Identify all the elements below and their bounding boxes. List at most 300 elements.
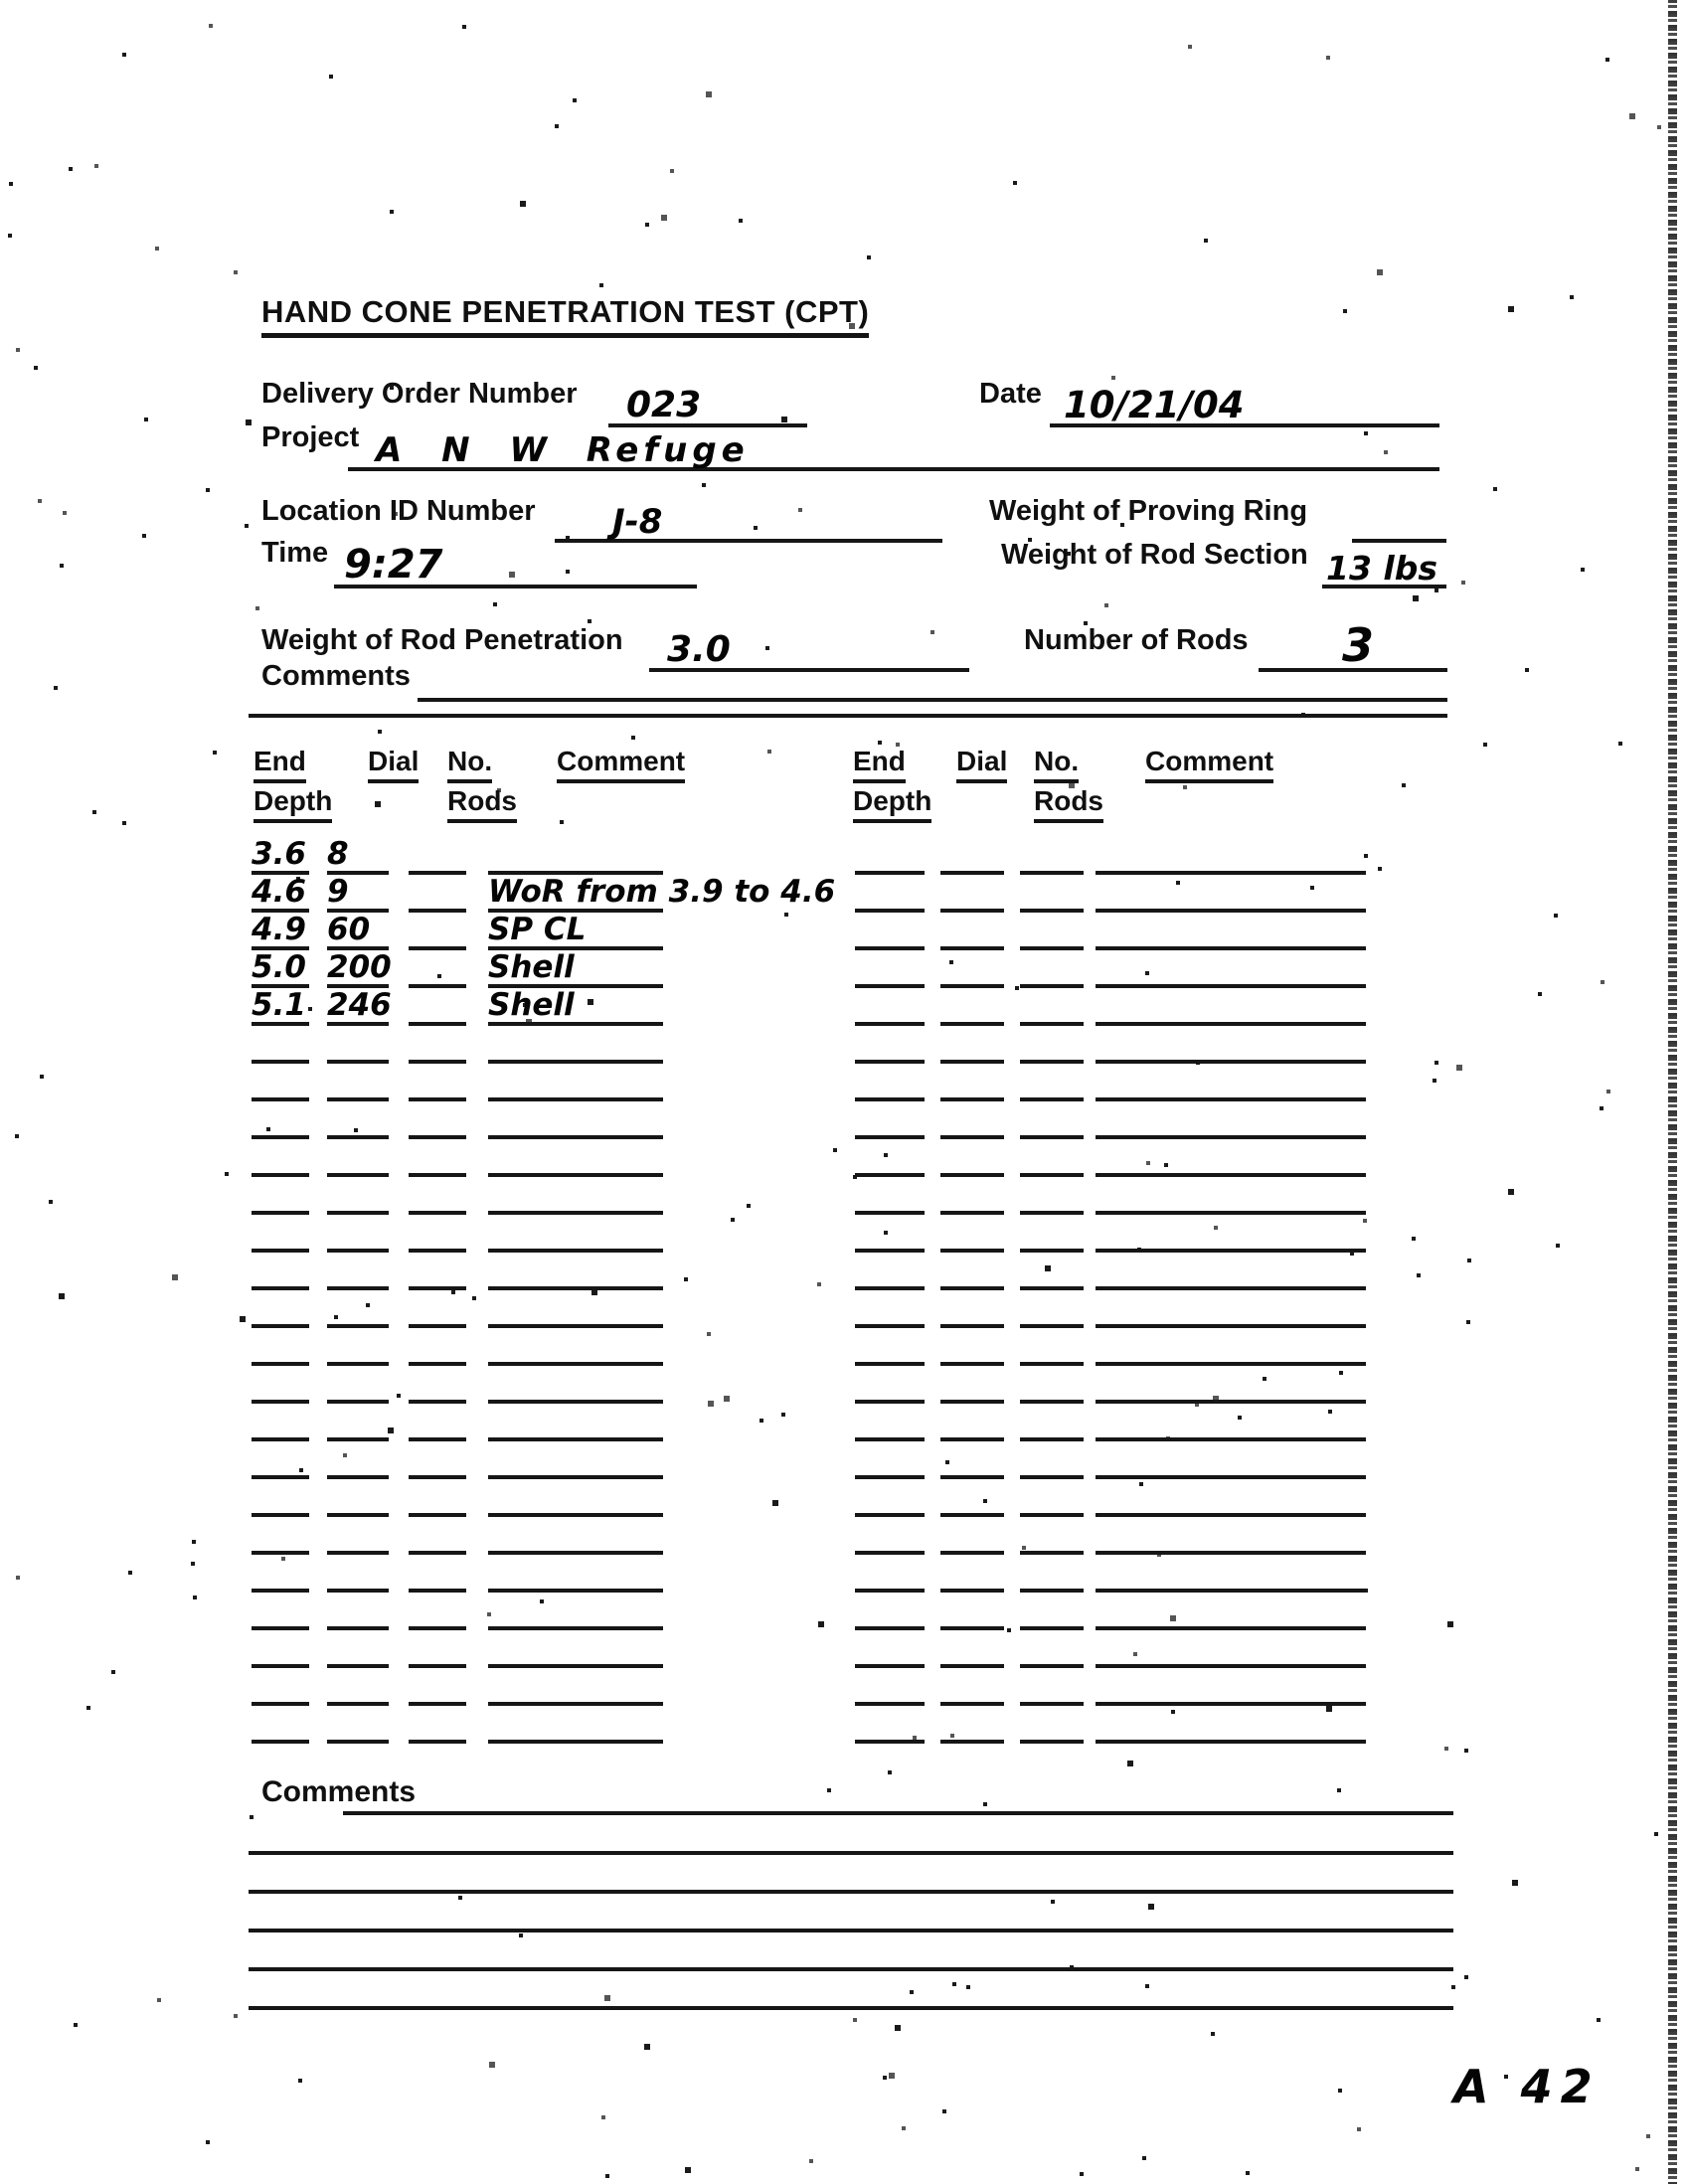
cell-no-rods [409, 1253, 466, 1290]
project-field [348, 423, 1439, 471]
cell-end-depth [252, 913, 309, 950]
cell-dial [327, 1253, 389, 1290]
scan-noise [0, 0, 2, 2]
cell-comment [488, 913, 663, 950]
cell-dial [940, 1026, 1004, 1064]
cell-dial [940, 1479, 1004, 1517]
cell-end-depth [252, 1517, 309, 1555]
cell-comment [488, 950, 663, 988]
table-row [855, 1101, 1372, 1139]
cell-end-depth [855, 1479, 925, 1517]
cell-end-depth [252, 1706, 309, 1744]
cell-no-rods [1020, 1479, 1084, 1517]
cell-no-rods [409, 1441, 466, 1479]
cell-dial [327, 1593, 389, 1630]
cell-dial [940, 1668, 1004, 1706]
cell-comment [488, 1290, 663, 1328]
project-label: Project [261, 421, 360, 453]
cell-no-rods [1020, 950, 1084, 988]
cell-no-rods [409, 950, 466, 988]
table-row [252, 1441, 669, 1479]
comments-line [249, 1890, 1453, 1894]
cell-comment [488, 1479, 663, 1517]
cell-dial [940, 1441, 1004, 1479]
cell-end-depth [252, 1064, 309, 1101]
number-of-rods-label: Number of Rods [1024, 624, 1249, 656]
handwritten-value: Shell [488, 987, 575, 1023]
header-dial: Dial [368, 746, 419, 783]
cell-dial [327, 875, 389, 913]
cell-comment [1096, 1328, 1366, 1366]
cell-dial [940, 913, 1004, 950]
blank-line [249, 714, 1447, 718]
handwritten-value: 8 [327, 836, 349, 872]
cell-no-rods [409, 1630, 466, 1668]
table-row [855, 1593, 1372, 1630]
cell-comment [488, 1593, 663, 1630]
table-row [855, 950, 1372, 988]
table-row [252, 1668, 669, 1706]
cell-dial [940, 1064, 1004, 1101]
cell-comment [488, 1328, 663, 1366]
cell-dial [940, 1101, 1004, 1139]
cell-end-depth [252, 1215, 309, 1253]
header-comment: Comment [1145, 746, 1273, 783]
cell-comment [1096, 1139, 1366, 1177]
scan-edge-artifact [1668, 0, 1677, 2184]
cell-end-depth [855, 1517, 925, 1555]
cell-end-depth [252, 1328, 309, 1366]
cell-no-rods [1020, 837, 1084, 875]
cell-dial [327, 1366, 389, 1404]
header-rods: Rods [447, 785, 517, 823]
cell-dial [940, 1139, 1004, 1177]
cell-dial [327, 1215, 389, 1253]
table-row [252, 1328, 669, 1366]
date-label: Date [979, 378, 1042, 410]
table-row [855, 1441, 1372, 1479]
cell-comment [488, 1441, 663, 1479]
cell-end-depth [855, 1101, 925, 1139]
cell-no-rods [1020, 1404, 1084, 1441]
cell-comment [488, 1177, 663, 1215]
header-no: No. [447, 746, 492, 783]
cell-dial [327, 1555, 389, 1593]
header-end: End [253, 746, 306, 783]
cell-dial [327, 1706, 389, 1744]
cell-comment [1096, 1593, 1366, 1630]
table-row [855, 1706, 1372, 1744]
table-row [855, 1668, 1372, 1706]
delivery-order-label: Delivery Order Number [261, 378, 578, 410]
cell-comment [1096, 1441, 1366, 1479]
cell-end-depth [252, 1290, 309, 1328]
cell-end-depth [252, 1139, 309, 1177]
cell-dial [327, 1290, 389, 1328]
cell-dial [940, 1215, 1004, 1253]
cell-comment [488, 1555, 663, 1593]
cell-no-rods [1020, 1101, 1084, 1139]
header-dial: Dial [956, 746, 1007, 783]
readings-table-left [252, 836, 836, 1744]
cell-comment [488, 1064, 663, 1101]
cell-end-depth [252, 1630, 309, 1668]
cell-end-depth [855, 1177, 925, 1215]
cell-end-depth [855, 1328, 925, 1366]
table-row [252, 1290, 669, 1328]
cell-end-depth [855, 1366, 925, 1404]
cell-dial [327, 1101, 389, 1139]
cell-comment [1096, 1177, 1366, 1215]
cell-dial [940, 1290, 1004, 1328]
table-row [855, 913, 1372, 950]
cell-end-depth [252, 1253, 309, 1290]
cell-dial [940, 1177, 1004, 1215]
cell-comment [1096, 950, 1366, 988]
cell-end-depth [855, 913, 925, 950]
header-rods: Rods [1034, 785, 1103, 823]
table-row [252, 1593, 669, 1630]
handwritten-value: 3.6 [252, 836, 306, 872]
table-row [252, 1177, 669, 1215]
table-row [252, 1026, 669, 1064]
cell-comment [1096, 1366, 1366, 1404]
cell-no-rods [1020, 1064, 1084, 1101]
cell-no-rods [409, 875, 466, 913]
header-end: End [853, 746, 906, 783]
cell-comment [1096, 1517, 1366, 1555]
table-row [855, 1290, 1372, 1328]
cell-end-depth [252, 1404, 309, 1441]
cell-dial [327, 1517, 389, 1555]
handwritten-value: 246 [327, 987, 392, 1023]
cell-comment [488, 837, 663, 875]
location-id-label: Location ID Number [261, 495, 536, 527]
delivery-order-field [608, 380, 807, 427]
cell-dial [940, 1404, 1004, 1441]
cell-comment [488, 1366, 663, 1404]
table-row [855, 1215, 1372, 1253]
location-id-value: J-8 [612, 502, 663, 542]
handwritten-value: Shell [488, 949, 575, 985]
cell-no-rods [1020, 1555, 1084, 1593]
cell-dial [327, 1479, 389, 1517]
cell-no-rods [409, 1026, 466, 1064]
cell-end-depth [252, 1101, 309, 1139]
handwritten-value: 200 [327, 949, 392, 985]
project-value: A N W Refuge [376, 430, 750, 470]
cell-comment [1096, 1706, 1366, 1744]
cell-no-rods [1020, 1177, 1084, 1215]
comments-line [249, 1967, 1453, 1971]
cell-end-depth [252, 875, 309, 913]
table-row [252, 988, 669, 1026]
cell-comment [1096, 1479, 1366, 1517]
cell-no-rods [1020, 1215, 1084, 1253]
handwritten-value: 4.6 [252, 874, 306, 910]
rod-section-value: 13 lbs [1326, 549, 1437, 588]
cell-comment [488, 1139, 663, 1177]
cell-end-depth [252, 1366, 309, 1404]
table-row [252, 874, 836, 913]
cell-no-rods [1020, 1706, 1084, 1744]
cell-dial [940, 1706, 1004, 1744]
cell-no-rods [409, 1668, 466, 1706]
table-row [252, 913, 669, 950]
cell-end-depth [855, 837, 925, 875]
table-row [252, 1706, 669, 1744]
comments-top-field [418, 656, 1447, 702]
cell-dial [327, 1328, 389, 1366]
cell-dial [327, 913, 389, 950]
cell-end-depth [855, 1668, 925, 1706]
cell-end-depth [252, 1593, 309, 1630]
cell-end-depth [855, 950, 925, 988]
table-row [855, 1404, 1372, 1441]
cell-dial [327, 1064, 389, 1101]
cell-no-rods [1020, 1593, 1084, 1630]
cell-comment [1096, 1101, 1366, 1139]
cell-no-rods [1020, 1139, 1084, 1177]
cell-comment [488, 1668, 663, 1706]
cell-end-depth [252, 988, 309, 1026]
cell-dial [940, 1253, 1004, 1290]
date-field [1050, 380, 1439, 427]
cell-no-rods [409, 1593, 466, 1630]
handwritten-value: 9 [327, 874, 349, 910]
cell-no-rods [409, 1706, 466, 1744]
cell-end-depth [252, 1026, 309, 1064]
table-row [855, 1479, 1372, 1517]
cell-dial [327, 987, 392, 1026]
table-row [252, 1366, 669, 1404]
rod-penetration-value: 3.0 [667, 629, 731, 670]
cell-end-depth [855, 1404, 925, 1441]
table-row [252, 1404, 669, 1441]
cell-end-depth [855, 1630, 925, 1668]
cell-comment [488, 1253, 663, 1290]
cell-dial [940, 837, 1004, 875]
cell-dial [327, 837, 389, 875]
handwritten-value: 4.9 [252, 912, 306, 947]
cell-dial [940, 988, 1004, 1026]
number-of-rods-value: 3 [1342, 618, 1375, 672]
handwritten-value: 5.1 [252, 987, 306, 1023]
cell-comment [488, 1215, 663, 1253]
readings-table-right [855, 837, 1372, 1744]
cell-dial [327, 1026, 389, 1064]
table-row [252, 837, 669, 875]
cell-comment [488, 1101, 663, 1139]
cell-no-rods [409, 1177, 466, 1215]
handwritten-value: 60 [327, 912, 371, 947]
cell-end-depth [252, 1479, 309, 1517]
cell-no-rods [409, 1064, 466, 1101]
cell-dial [327, 949, 392, 988]
rod-section-label: Weight of Rod Section [1001, 539, 1308, 571]
rod-penetration-label: Weight of Rod Penetration [261, 624, 623, 656]
proving-ring-field [1352, 499, 1446, 543]
table-row [252, 1215, 669, 1253]
cell-end-depth [252, 1555, 309, 1593]
table-row [252, 1517, 669, 1555]
table-row [855, 1139, 1372, 1177]
date-value: 10/21/04 [1064, 384, 1245, 426]
cell-comment [1096, 913, 1366, 950]
table-row [252, 950, 669, 988]
comments-line [249, 1929, 1453, 1932]
delivery-order-value: 023 [626, 385, 702, 425]
cell-end-depth [855, 1593, 925, 1630]
cell-no-rods [409, 837, 466, 875]
comments-top-label: Comments [261, 660, 411, 692]
page-number: A 42 [1453, 2060, 1601, 2113]
cell-dial [327, 1630, 389, 1668]
cell-no-rods [409, 988, 466, 1026]
cell-no-rods [409, 1290, 466, 1328]
comments-line [343, 1811, 1453, 1815]
table-row [252, 1479, 669, 1517]
cell-no-rods [1020, 1668, 1084, 1706]
cell-comment [1096, 988, 1366, 1026]
cell-no-rods [409, 1139, 466, 1177]
cell-comment [488, 1706, 663, 1744]
cell-comment [1096, 1668, 1366, 1706]
table-row [252, 1139, 669, 1177]
cell-no-rods [409, 1555, 466, 1593]
header-no: No. [1034, 746, 1079, 783]
cell-comment [1096, 1215, 1366, 1253]
comments-bottom-label: Comments [261, 1775, 417, 1808]
cell-comment [1096, 1253, 1366, 1290]
cell-comment [1096, 1555, 1366, 1593]
header-comment: Comment [557, 746, 685, 783]
cell-no-rods [1020, 988, 1084, 1026]
cell-comment [488, 874, 836, 913]
cell-no-rods [1020, 1441, 1084, 1479]
cell-no-rods [1020, 1366, 1084, 1404]
cell-comment [488, 1517, 663, 1555]
form-title: HAND CONE PENETRATION TEST (CPT) [261, 294, 869, 338]
cell-no-rods [1020, 1026, 1084, 1064]
cell-end-depth [252, 1177, 309, 1215]
table-row [855, 837, 1372, 875]
cell-dial [940, 1328, 1004, 1366]
cell-no-rods [409, 913, 466, 950]
cell-end-depth [252, 950, 309, 988]
table-row [855, 1328, 1372, 1366]
cell-dial [940, 950, 1004, 988]
cell-end-depth [252, 1441, 309, 1479]
location-id-field [555, 497, 942, 543]
cell-comment [1096, 1290, 1366, 1328]
cell-dial [940, 1593, 1004, 1630]
cell-no-rods [409, 1517, 466, 1555]
cell-dial [327, 1441, 389, 1479]
cell-end-depth [855, 1290, 925, 1328]
table-row [855, 1630, 1372, 1668]
cell-no-rods [409, 1479, 466, 1517]
cell-comment [1096, 1630, 1366, 1668]
table-row [252, 1630, 669, 1668]
cell-no-rods [1020, 1630, 1084, 1668]
cell-no-rods [1020, 875, 1084, 913]
cell-dial [327, 1404, 389, 1441]
time-label: Time [261, 537, 329, 569]
cell-no-rods [1020, 1290, 1084, 1328]
cell-dial [940, 1630, 1004, 1668]
table-row [252, 1064, 669, 1101]
cell-end-depth [855, 1215, 925, 1253]
cell-end-depth [855, 875, 925, 913]
cell-dial [940, 1555, 1004, 1593]
time-value: 9:27 [344, 542, 443, 588]
handwritten-value: 5.0 [252, 949, 306, 985]
table-row [252, 1253, 669, 1290]
cell-comment [1096, 837, 1366, 875]
cell-no-rods [409, 1366, 466, 1404]
table-row [855, 1555, 1372, 1593]
cell-comment [488, 1404, 663, 1441]
cell-no-rods [1020, 913, 1084, 950]
cell-end-depth [855, 1555, 925, 1593]
table-row [855, 1026, 1372, 1064]
rod-section-field [1322, 541, 1446, 588]
cell-dial [327, 1139, 389, 1177]
cell-comment [488, 1630, 663, 1668]
table-row [855, 1253, 1372, 1290]
cell-comment [1096, 1064, 1366, 1101]
cell-end-depth [855, 1253, 925, 1290]
table-row [855, 1366, 1372, 1404]
header-depth: Depth [253, 785, 332, 823]
cell-comment [1096, 1404, 1366, 1441]
cell-no-rods [409, 1328, 466, 1366]
header-depth: Depth [853, 785, 931, 823]
cell-end-depth [252, 1668, 309, 1706]
handwritten-value: SP CL [488, 912, 587, 947]
table-row [855, 875, 1372, 913]
comments-line [249, 2006, 1453, 2010]
cell-dial [940, 1366, 1004, 1404]
table-row [855, 1064, 1372, 1101]
cell-dial [327, 1177, 389, 1215]
table-row [252, 1101, 669, 1139]
cell-end-depth [855, 1441, 925, 1479]
cell-end-depth [855, 1064, 925, 1101]
proving-ring-label: Weight of Proving Ring [989, 495, 1308, 527]
cell-end-depth [855, 1026, 925, 1064]
table-row [855, 1177, 1372, 1215]
table-row [252, 1555, 669, 1593]
cell-no-rods [409, 1101, 466, 1139]
cell-no-rods [1020, 1328, 1084, 1366]
cell-dial [940, 1517, 1004, 1555]
cell-dial [327, 1668, 389, 1706]
table-row [855, 988, 1372, 1026]
cell-no-rods [1020, 1517, 1084, 1555]
cell-end-depth [252, 837, 309, 875]
cell-end-depth [855, 1139, 925, 1177]
comments-line [249, 1851, 1453, 1855]
cell-no-rods [409, 1404, 466, 1441]
cell-comment [1096, 875, 1366, 913]
cell-end-depth [855, 1706, 925, 1744]
cell-end-depth [855, 988, 925, 1026]
cell-comment [488, 1026, 663, 1064]
cell-no-rods [1020, 1253, 1084, 1290]
table-row [855, 1517, 1372, 1555]
